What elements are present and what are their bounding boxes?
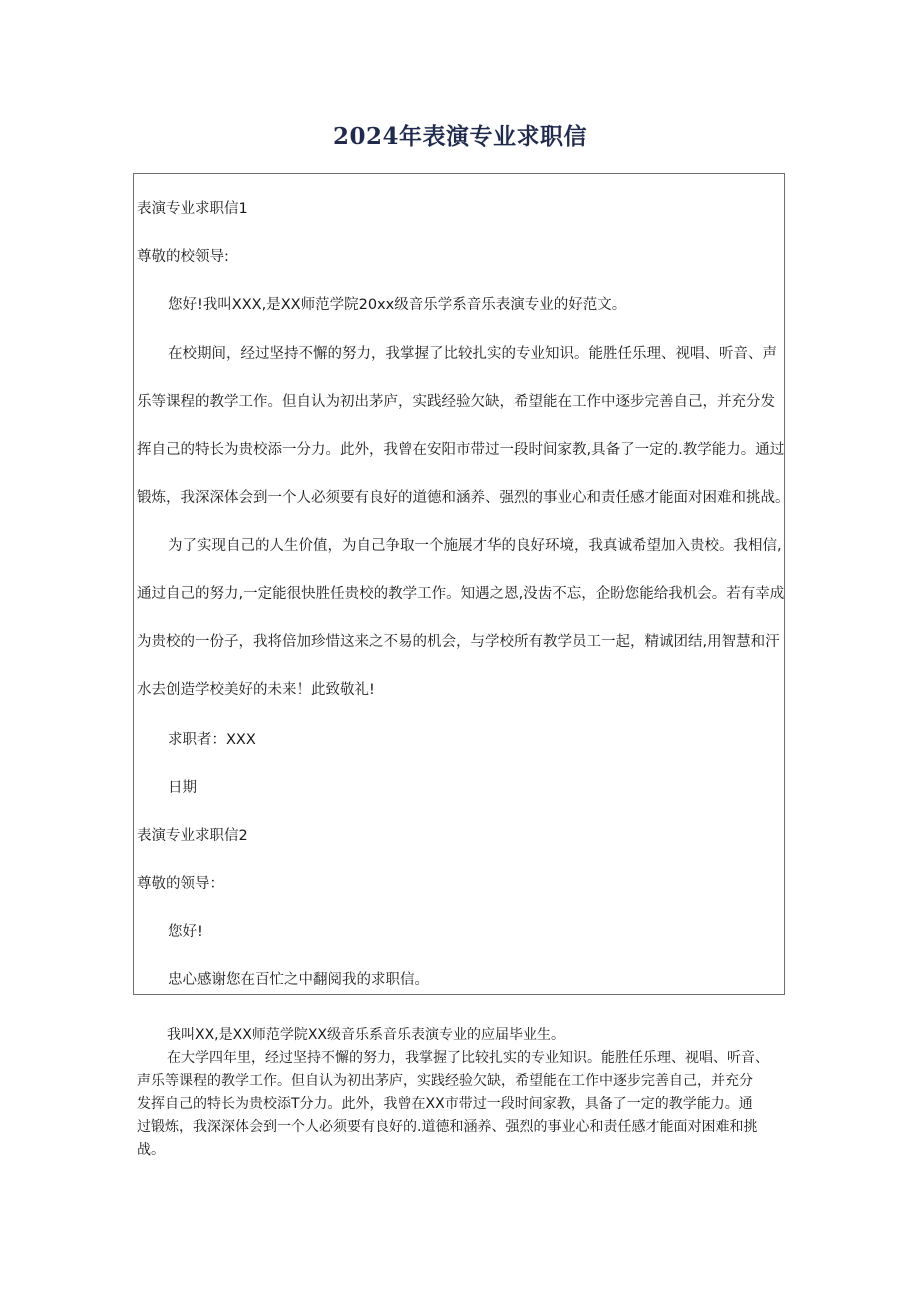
letter-heading-1: 表演专业求职信1 <box>137 201 248 217</box>
body-line: 为贵校的一份子，我将倍加珍惜这来之不易的机会，与学校所有教学员工一起，精诚团结,用智慧和汗 <box>137 634 780 650</box>
thanks-line: 忠心感谢您在百忙之中翻阅我的求职信。 <box>168 972 429 988</box>
body-line: 在校期间，经过坚持不懈的努力，我掌握了比较扎实的专业知识。能胜任乐理、视唱、听音、声 <box>168 346 777 362</box>
paragraph-line: 在大学四年里，经过坚持不懈的努力，我掌握了比较扎实的专业知识。能胜任乐理、视唱、听音、 <box>167 1050 769 1066</box>
paragraph-line: 过锻炼，我深深体会到一个人必须要有良好的.道德和涵养、强烈的事业心和责任感才能面对困难和挑 <box>137 1119 758 1135</box>
body-line: 锻炼，我深深体会到一个人必须要有良好的道德和涵养、强烈的事业心和责任感才能面对困难和挑战。 <box>137 490 790 506</box>
greeting-line-2: 您好! <box>168 924 203 940</box>
body-line: 水去创造学校美好的未来！此致敬礼! <box>137 682 375 698</box>
paragraph-line: 发挥自己的特长为贵校添T分力。此外，我曾在XX市带过一段时间家教，具备了一定的教学能力。通 <box>137 1096 753 1112</box>
paragraph-line: 我叫XX,是XX师范学院XX级音乐系音乐表演专业的应届毕业生。 <box>167 1027 565 1043</box>
paragraph-line: 战。 <box>137 1142 165 1158</box>
body-line: 通过自己的努力,一定能很快胜任贵校的教学工作。知遇之恩,没齿不忘，企盼您能给我机会。若有幸成 <box>137 586 785 602</box>
salutation-1: 尊敬的校领导: <box>137 249 229 265</box>
body-line: 乐等课程的教学工作。但自认为初出茅庐，实践经验欠缺，希望能在工作中逐步完善自己，并充分发 <box>137 394 775 410</box>
date-line: 日期 <box>168 780 197 796</box>
body-line: 挥自己的特长为贵校添一分力。此外，我曾在安阳市带过一段时间家教,具备了一定的.教学能力。通过 <box>137 442 785 458</box>
page-title: 2024年表演专业求职信 <box>332 123 587 150</box>
greeting-line-1: 您好!我叫XXX,是XX师范学院20xx级音乐学系音乐表演专业的好范文。 <box>168 297 627 313</box>
letter-table-cell <box>133 173 790 995</box>
letter-heading-2: 表演专业求职信2 <box>137 828 248 844</box>
paragraph-line: 声乐等课程的教学工作。但自认为初出茅庐，实践经验欠缺，希望能在工作中逐步完善自己，并充分 <box>137 1073 753 1089</box>
signature-line: 求职者：XXX <box>168 732 256 748</box>
continuation-paragraph <box>137 1024 787 1162</box>
body-line: 为了实现自己的人生价值，为自己争取一个施展才华的良好环境，我真诚希望加入贵校。我相信, <box>168 538 782 554</box>
salutation-2: 尊敬的领导： <box>137 876 224 892</box>
